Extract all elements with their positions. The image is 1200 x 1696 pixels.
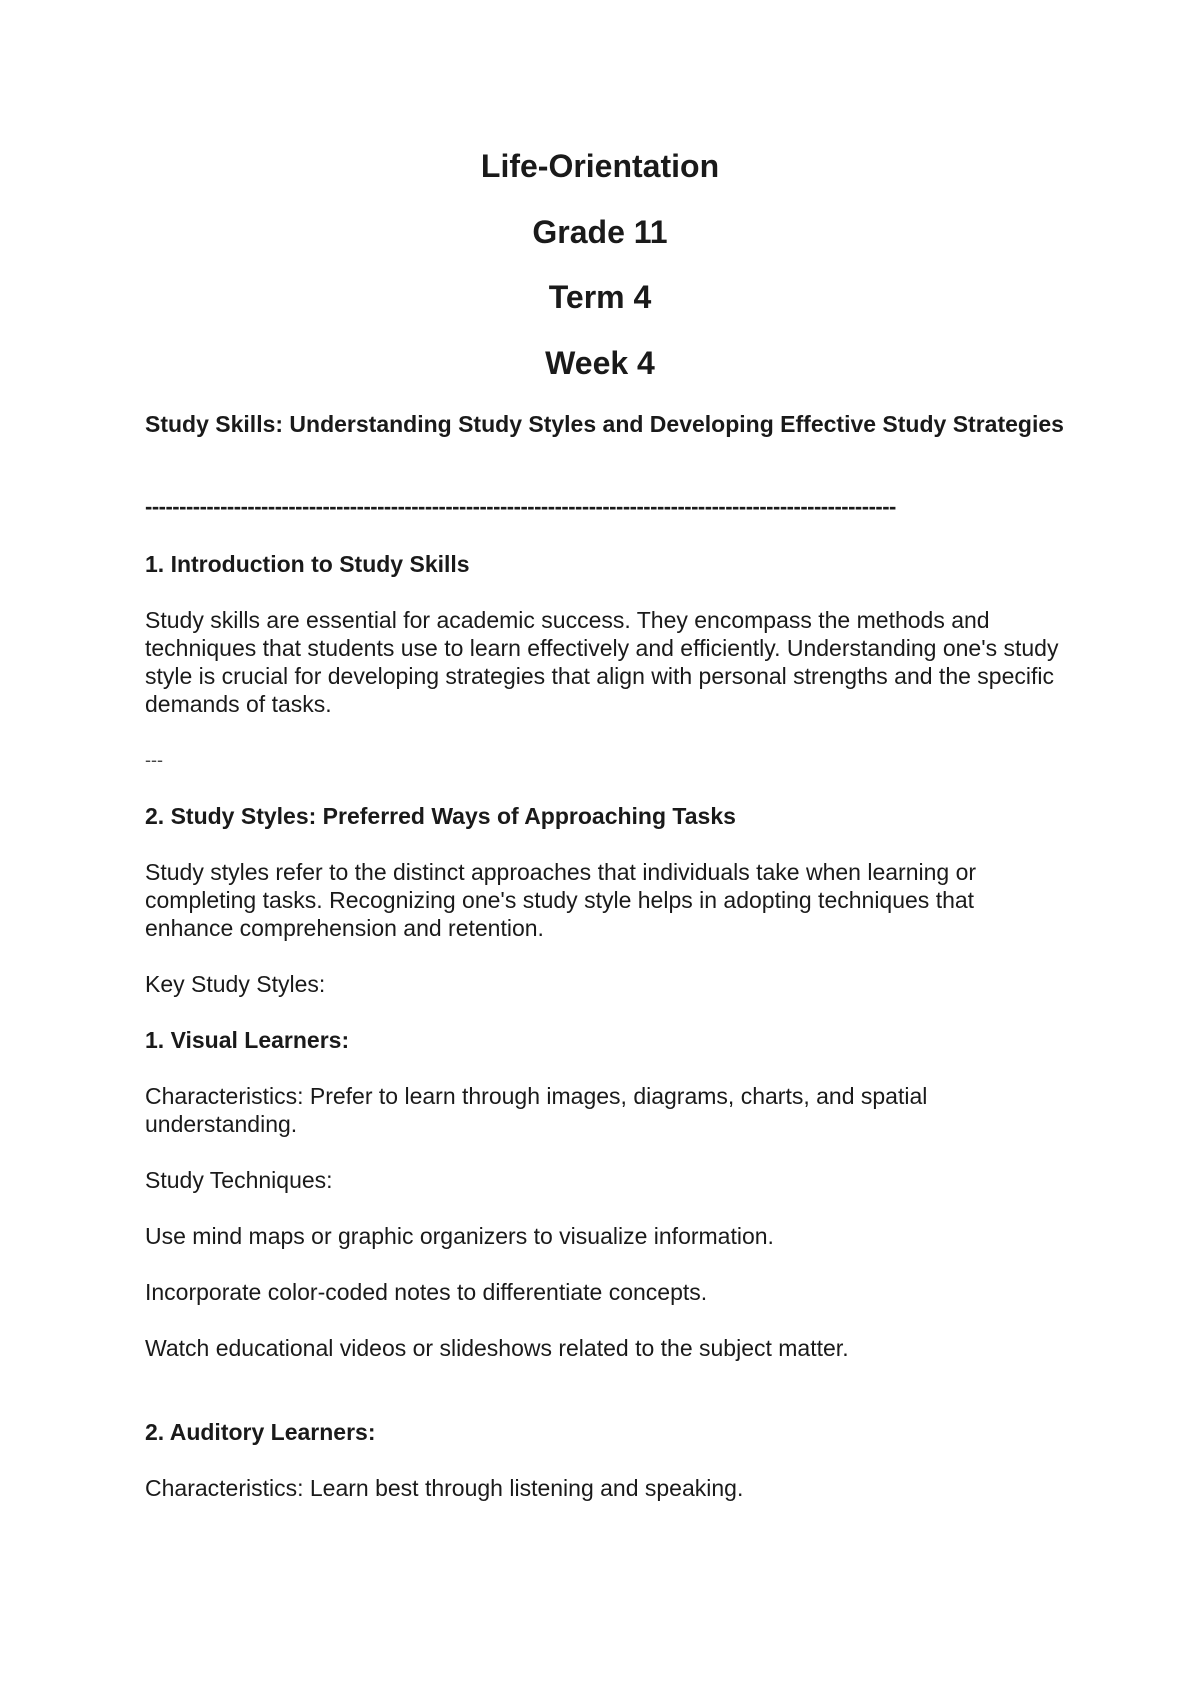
- visual-characteristics: Characteristics: Prefer to learn through images, diagrams, charts, and spatial understanding.: [145, 1083, 928, 1137]
- key-study-styles-label: Key Study Styles:: [145, 971, 326, 997]
- week-label: Week 4: [545, 345, 655, 381]
- visual-technique-item: Use mind maps or graphic organizers to visualize information.: [145, 1223, 774, 1249]
- section-heading-introduction: 1. Introduction to Study Skills: [145, 551, 470, 577]
- visual-techniques-label: Study Techniques:: [145, 1167, 333, 1193]
- auditory-characteristics: Characteristics: Learn best through listening and speaking.: [145, 1475, 744, 1501]
- introduction-paragraph: Study skills are essential for academic success. They encompass the methods and techniques that students use to learn effectively and efficiently. Understanding one's study style is crucial for developing strategies that align with personal strengths and the specific demands of tasks.: [145, 607, 1059, 717]
- short-divider: ---: [145, 750, 163, 770]
- document-title: Life-Orientation: [480, 148, 720, 184]
- visual-learners-heading: 1. Visual Learners:: [145, 1027, 350, 1053]
- visual-technique-item: Watch educational videos or slideshows related to the subject matter.: [145, 1335, 849, 1361]
- document-subtitle: Study Skills: Understanding Study Styles and Developing Effective Study Strategies: [145, 411, 1064, 437]
- auditory-learners-heading: 2. Auditory Learners:: [145, 1419, 376, 1445]
- term-label: Term 4: [548, 279, 652, 315]
- section-heading-study-styles: 2. Study Styles: Preferred Ways of Approaching Tasks: [145, 803, 736, 829]
- study-styles-paragraph: Study styles refer to the distinct approaches that individuals take when learning or completing tasks. Recognizing one's study style helps in adopting techniques that enhance comprehension and retention.: [145, 859, 977, 941]
- grade-label: Grade 11: [532, 214, 668, 250]
- divider-line: --------------------------------------------------------------------------------------------------------------: [145, 494, 896, 519]
- visual-technique-item: Incorporate color-coded notes to differentiate concepts.: [145, 1279, 708, 1305]
